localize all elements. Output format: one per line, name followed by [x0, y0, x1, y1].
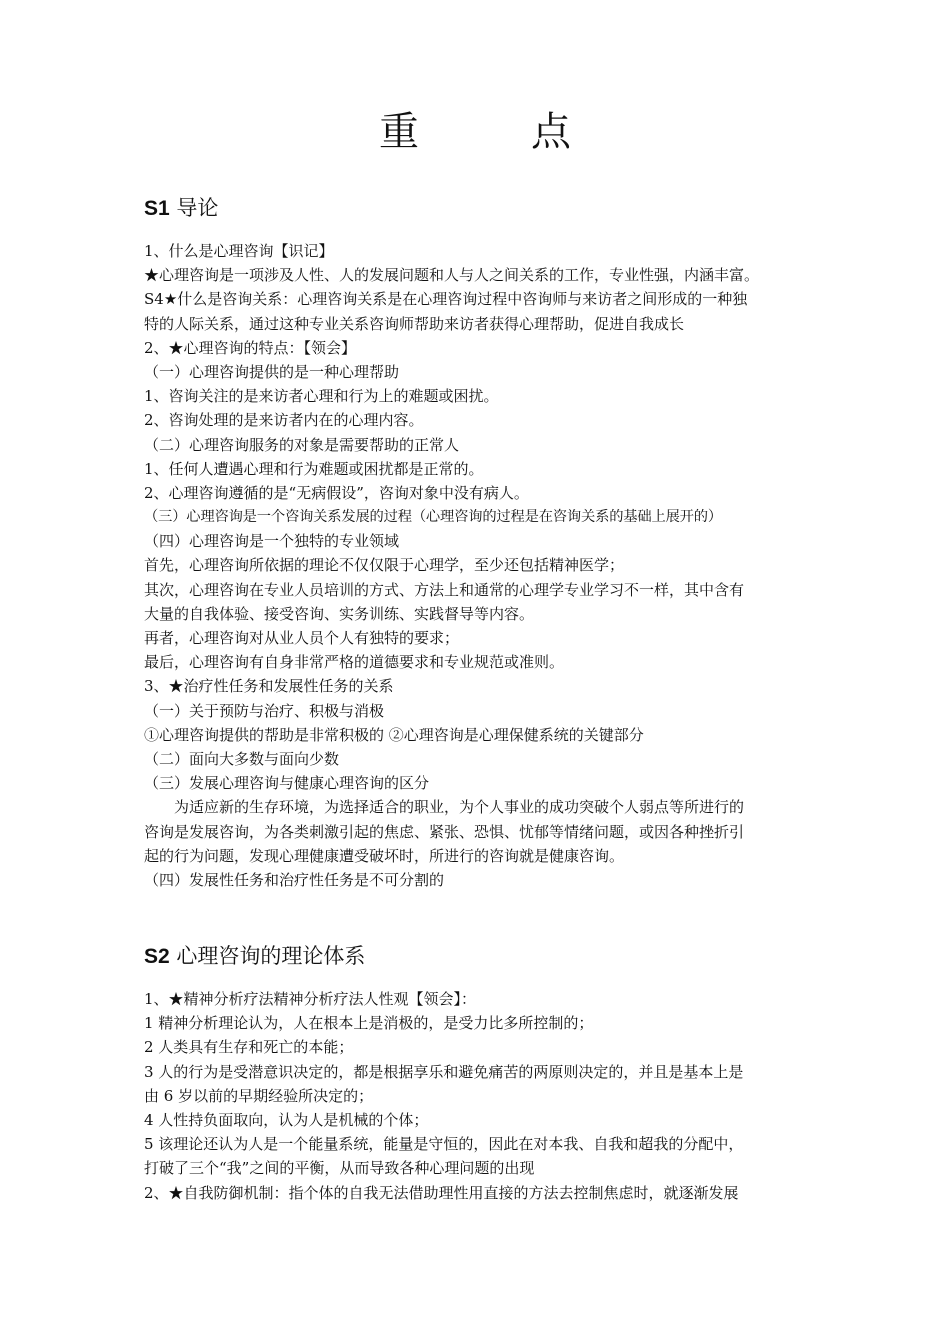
paragraph-line: （一）关于预防与治疗、积极与消极: [144, 701, 385, 720]
paragraph-line: 由 6 岁以前的早期经验所决定的；: [144, 1086, 374, 1105]
paragraph-line: （二）面向大多数与面向少数: [144, 749, 340, 768]
paragraph-line: 1、什么是心理咨询【识记】: [144, 242, 334, 260]
paragraph-line: （一）心理咨询提供的是一种心理帮助: [144, 362, 400, 381]
section-id: S1: [144, 197, 170, 220]
paragraph-line: （二）心理咨询服务的对象是需要帮助的正常人: [144, 435, 460, 454]
paragraph-line: （四）心理咨询是一个独特的专业领域: [144, 532, 400, 551]
paragraph-line: 为适应新的生存环境，为选择适合的职业，为个人事业的成功突破个人弱点等所进行的: [174, 798, 745, 817]
section-body-s1: [144, 239, 810, 892]
paragraph-line: （三）发展心理咨询与健康心理咨询的区分: [144, 774, 430, 793]
paragraph-line: 1、咨询关注的是来访者心理和行为上的难题或困扰。: [144, 387, 499, 406]
paragraph-line: 3 人的行为是受潜意识决定的，都是根据享乐和避免痛苦的两原则决定的，并且是基本上是: [144, 1062, 744, 1081]
paragraph-line: 最后，心理咨询有自身非常严格的道德要求和专业规范或准则。: [144, 653, 565, 672]
paragraph-line: 再者，心理咨询对从业人员个人有独特的要求；: [144, 629, 460, 647]
paragraph-line: 2 人类具有生存和死亡的本能；: [144, 1038, 354, 1057]
paragraph-line: 5 该理论还认为人是一个能量系统，能量是守恒的，因此在对本我、自我和超我的分配中，: [144, 1135, 744, 1154]
section-id: S2: [144, 945, 170, 968]
paragraph-line: 3、★治疗性任务和发展性任务的关系: [144, 677, 394, 696]
paragraph-line: 起的行为问题，发现心理健康遭受破坏时，所进行的咨询就是健康咨询。: [144, 846, 625, 865]
section-heading-s2: [144, 941, 365, 972]
paragraph-line: （四）发展性任务和治疗性任务是不可分割的: [144, 870, 445, 889]
paragraph-line: 咨询是发展咨询，为各类刺激引起的焦虑、紧张、恐惧、忧郁等情绪问题，或因各种挫折引: [144, 822, 745, 841]
paragraph-line: 2、★自我防御机制：指个体的自我无法借助理性用直接的方法去控制焦虑时，就逐渐发展: [144, 1183, 739, 1202]
page-title: 重 点: [379, 109, 607, 155]
paragraph-line: 特的人际关系，通过这种专业关系咨询师帮助来访者获得心理帮助，促进自我成长: [144, 314, 685, 333]
section-heading-s1: [144, 193, 218, 224]
section-title: 心理咨询的理论体系: [176, 944, 366, 968]
paragraph-line: 2、咨询处理的是来访者内在的心理内容。: [144, 411, 424, 430]
paragraph-line: 其次，心理咨询在专业人员培训的方式、方法上和通常的心理学专业学习不一样，其中含有: [144, 580, 745, 599]
paragraph-line: 2、★心理咨询的特点：【领会】: [144, 338, 357, 357]
paragraph-line: 1、★精神分析疗法精神分析疗法人性观【领会】：: [144, 990, 477, 1008]
paragraph-line: 1 精神分析理论认为，人在根本上是消极的，是受力比多所控制的；: [144, 1014, 594, 1033]
paragraph-line: 4 人性持负面取向，认为人是机械的个体；: [144, 1110, 429, 1129]
paragraph-line: 大量的自我体验、接受咨询、实务训练、实践督导等内容。: [144, 604, 535, 623]
section-body-s2: [144, 987, 810, 1205]
paragraph-line: （三）心理咨询是一个咨询关系发展的过程（心理咨询的过程是在咨询关系的基础上展开的）: [144, 509, 722, 526]
paragraph-line: ★心理咨询是一项涉及人性、人的发展问题和人与人之间关系的工作，专业性强，内涵丰富。: [144, 266, 760, 285]
paragraph-line: S4★什么是咨询关系：心理咨询关系是在心理咨询过程中咨询师与来访者之间形成的一种独: [144, 290, 748, 309]
paragraph-line: 2、心理咨询遵循的是“无病假设”，咨询对象中没有病人。: [144, 483, 529, 502]
section-title: 导论: [176, 196, 219, 220]
paragraph-line: 打破了三个“我”之间的平衡，从而导致各种心理问题的出现: [144, 1159, 535, 1178]
paragraph-line: ①心理咨询提供的帮助是非常积极的 ②心理咨询是心理保健系统的关键部分: [144, 725, 644, 744]
paragraph-line: 首先，心理咨询所依据的理论不仅仅限于心理学，至少还包括精神医学；: [144, 556, 625, 575]
paragraph-line: 1、任何人遭遇心理和行为难题或困扰都是正常的。: [144, 459, 484, 478]
